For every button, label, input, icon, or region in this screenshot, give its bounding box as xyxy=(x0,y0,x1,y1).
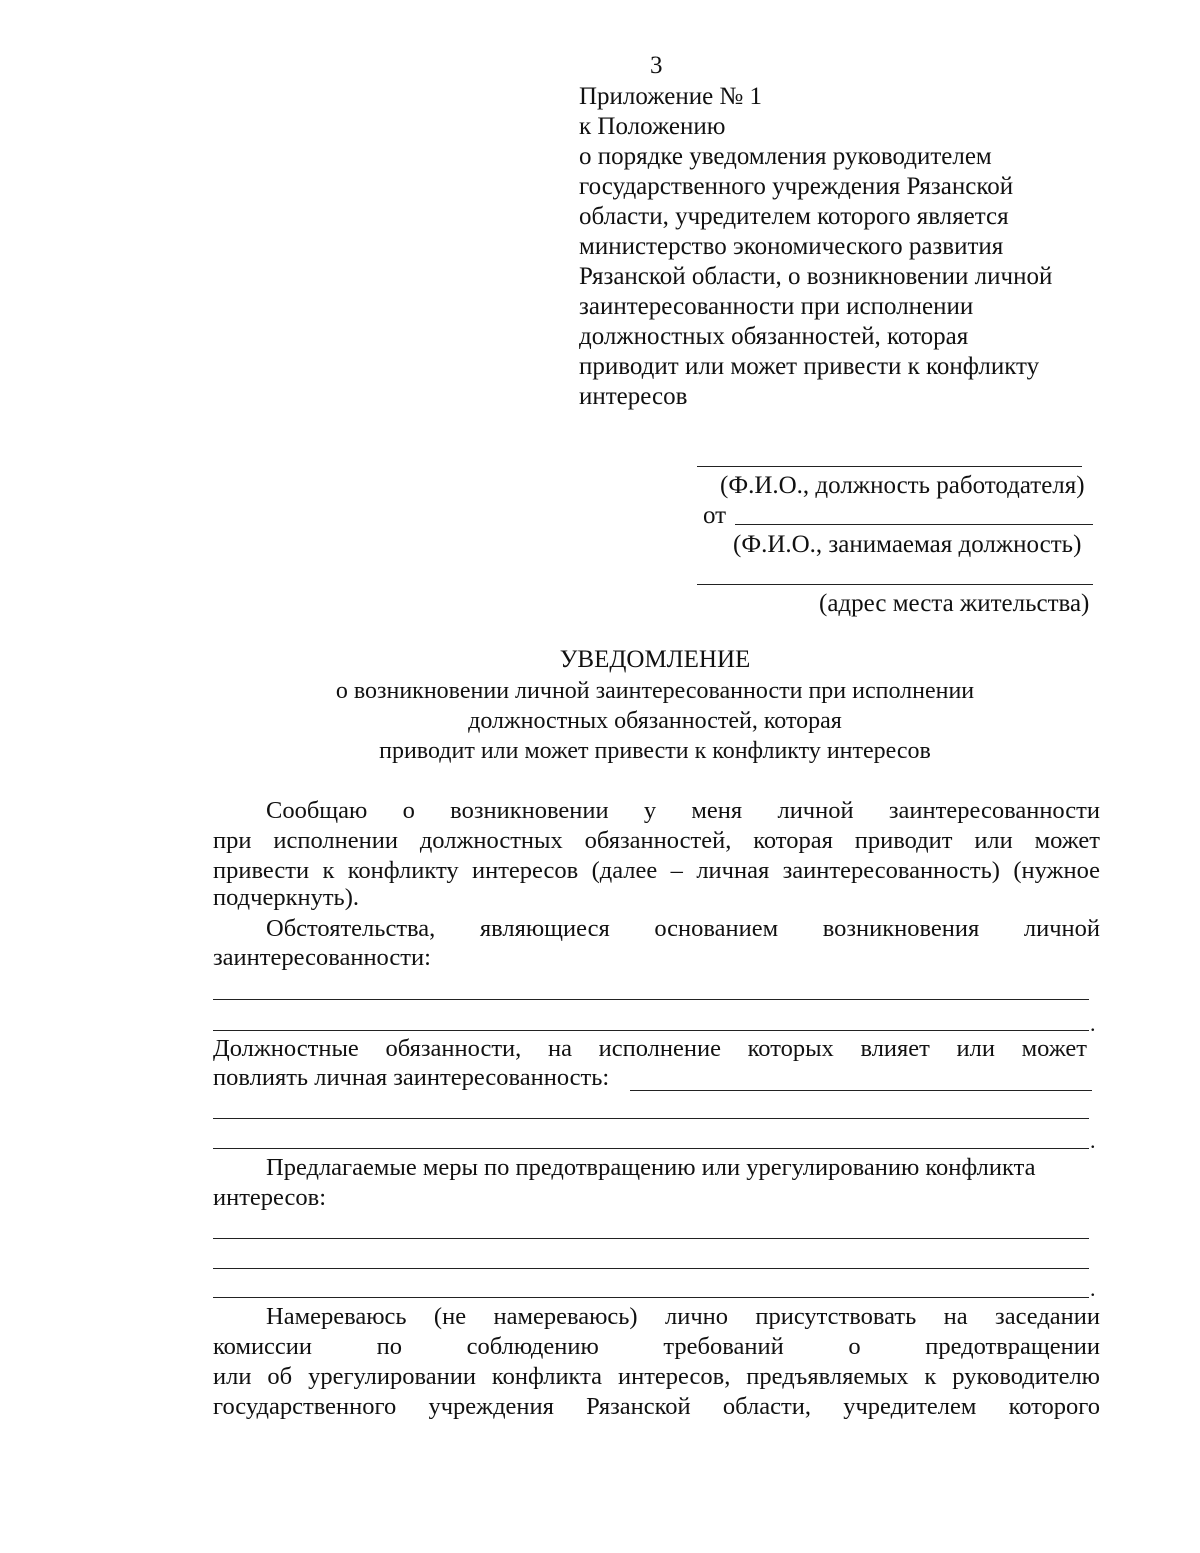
from-label: от xyxy=(703,502,727,529)
notice-subtitle-line: должностных обязанностей, которая xyxy=(468,708,842,734)
duties-blank-line xyxy=(213,1118,1089,1119)
body-line: привести к конфликту интересов (далее – личная заинтересованность) (нужное xyxy=(213,857,1100,884)
line-end-period: . xyxy=(1090,1011,1096,1036)
position-caption: (Ф.И.О., занимаемая должность) xyxy=(733,531,1082,558)
appendix-line: Приложение № 1 xyxy=(579,83,763,110)
line-end-period: . xyxy=(1090,1128,1096,1153)
body-line: Предлагаемые меры по предотвращению или урегулированию конфликта xyxy=(266,1154,1036,1181)
body-line: при исполнении должностных обязанностей, которая приводит или может xyxy=(213,827,1100,854)
body-line: повлиять личная заинтересованность: xyxy=(213,1064,610,1091)
employer-caption: (Ф.И.О., должность работодателя) xyxy=(720,472,1085,499)
line-end-period: . xyxy=(1090,1276,1096,1301)
body-line: заинтересованности: xyxy=(213,944,431,971)
appendix-line: приводит или может привести к конфликту xyxy=(579,353,1040,380)
circumstances-blank-line xyxy=(213,999,1089,1000)
address-caption: (адрес места жительства) xyxy=(819,590,1090,617)
body-line: подчеркнуть). xyxy=(213,884,359,911)
body-line: Обстоятельства, являющиеся основанием возникновения личной xyxy=(266,915,1100,942)
appendix-line: заинтересованности при исполнении xyxy=(579,293,974,320)
appendix-line: области, учредителем которого является xyxy=(579,203,1009,230)
body-line: или об урегулировании конфликта интересов, предъявляемых к руководителю xyxy=(213,1363,1100,1390)
notice-subtitle-line: о возникновении личной заинтересованности при исполнении xyxy=(335,678,975,704)
body-line: Сообщаю о возникновении у меня личной заинтересованности xyxy=(266,797,1100,824)
appendix-line: министерство экономического развития xyxy=(579,233,1004,260)
sender-blank-line xyxy=(735,524,1093,525)
measures-blank-line xyxy=(213,1297,1089,1298)
appendix-line: интересов xyxy=(579,383,688,410)
notice-subtitle-line: приводит или может привести к конфликту интересов xyxy=(379,738,931,764)
notice-title: УВЕДОМЛЕНИЕ xyxy=(559,646,751,673)
appendix-line: к Положению xyxy=(579,113,726,140)
employer-blank-line xyxy=(697,466,1082,467)
appendix-line: Рязанской области, о возникновении личной xyxy=(579,263,1053,290)
appendix-line: должностных обязанностей, которая xyxy=(579,323,969,350)
address-blank-line xyxy=(697,584,1093,585)
body-line: Намереваюсь (не намереваюсь) лично присутствовать на заседании xyxy=(266,1303,1100,1330)
appendix-line: о порядке уведомления руководителем xyxy=(579,143,992,170)
circumstances-blank-line xyxy=(213,1030,1089,1031)
body-line: комиссии по соблюдению требований о предотвращении xyxy=(213,1333,1100,1360)
body-line: интересов: xyxy=(213,1184,327,1211)
measures-blank-line xyxy=(213,1238,1089,1239)
page-number: 3 xyxy=(650,52,663,79)
body-line: государственного учреждения Рязанской области, учредителем которого xyxy=(213,1393,1100,1420)
appendix-line: государственного учреждения Рязанской xyxy=(579,173,1014,200)
measures-blank-line xyxy=(213,1268,1089,1269)
body-line: Должностные обязанности, на исполнение которых влияет или может xyxy=(213,1035,1087,1062)
duties-blank-line xyxy=(213,1148,1089,1149)
duties-blank-line xyxy=(630,1090,1092,1091)
